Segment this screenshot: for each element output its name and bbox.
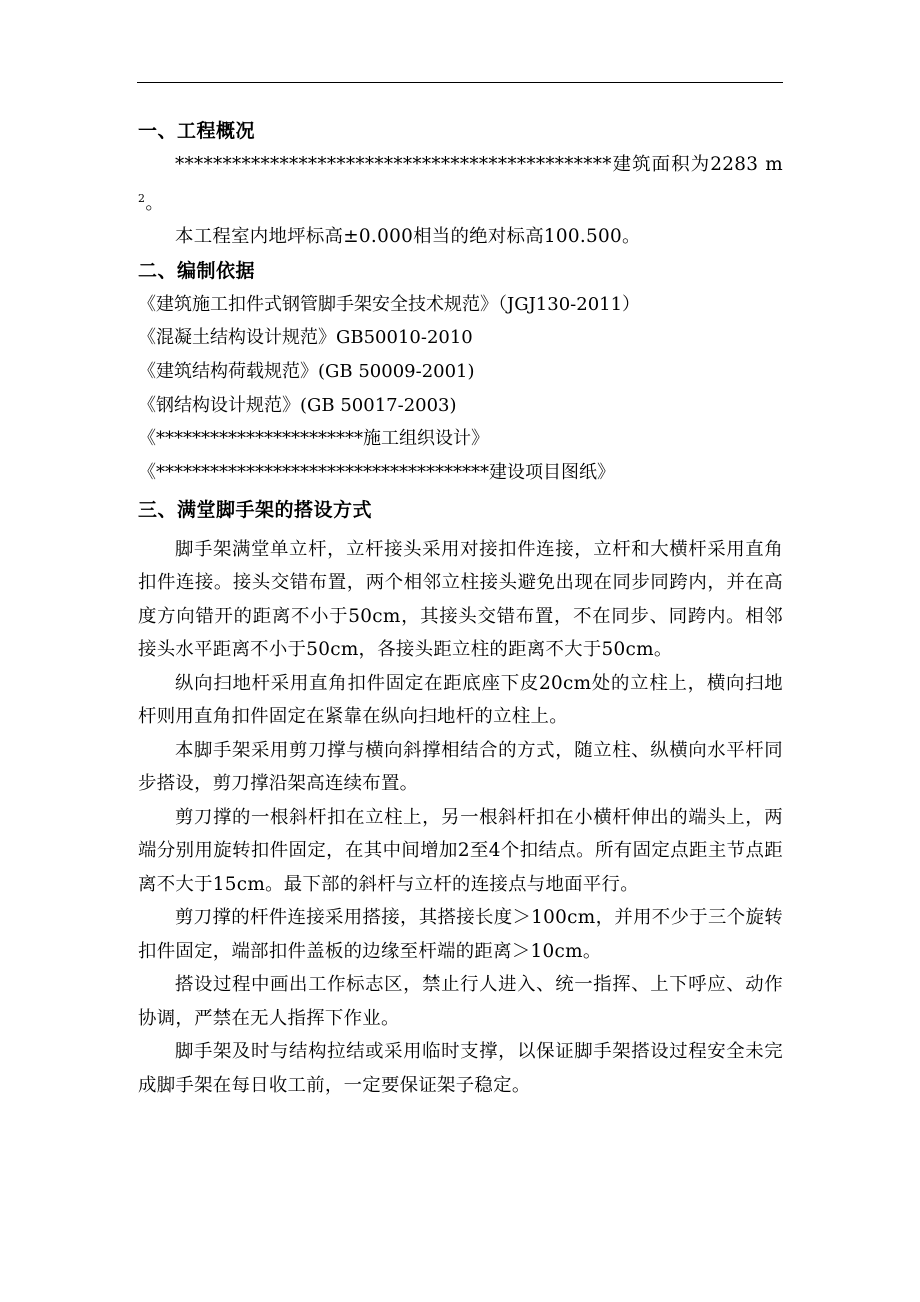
method-paragraph: 脚手架满堂单立杆，立杆接头采用对接扣件连接，立杆和大横杆采用直角扣件连接。接头交错布置，两个相邻立柱接头避免出现在同步同跨内，并在高度方向错开的距离不小于50cm，其接头交错布置，不在同步、同跨内。相邻接头水平距离不小于50cm，各接头距立柱的距离不大于50cm。: [138, 538, 783, 661]
reference-item: 《***********************施工组织设计》: [138, 428, 489, 450]
overview-area-superscript: 2: [138, 191, 146, 205]
method-paragraph: 纵向扫地杆采用直角扣件固定在距底座下皮20cm处的立柱上，横向扫地杆则用直角扣件固定在紧靠在纵向扫地杆的立柱上。: [138, 672, 783, 728]
reference-item: 《建筑施工扣件式钢管脚手架安全技术规范》（JGJ130-2011）: [138, 293, 641, 315]
section-heading-basis: 二、编制依据: [138, 259, 256, 282]
header-rule: [137, 82, 783, 83]
overview-paragraph-elevation: 本工程室内地坪标高±0.000相当的绝对标高100.500。: [175, 226, 641, 247]
section-heading-overview: 一、工程概况: [138, 120, 256, 142]
reference-item: 《*************************************建设项目图纸》: [138, 461, 615, 483]
section-heading-method: 三、满堂脚手架的搭设方式: [138, 498, 373, 521]
method-paragraph: 搭设过程中画出工作标志区，禁止行人进入、统一指挥、上下呼应、动作协调，严禁在无人指挥下作业。: [138, 974, 783, 1029]
reference-item: 《钢结构设计规范》(GB 50017-2003): [138, 394, 457, 416]
reference-item: 《建筑结构荷载规范》(GB 50009-2001): [138, 360, 475, 382]
method-paragraph: 剪刀撑的一根斜杆扣在立柱上，另一根斜杆扣在小横杆伸出的端头上，两端分别用旋转扣件固定，在其中间增加2至4个扣结点。所有固定点距主节点距离不大于15cm。最下部的斜杆与立杆的连接点与地面平行。: [138, 806, 783, 895]
method-paragraph: 脚手架及时与结构拉结或采用临时支撑，以保证脚手架搭设过程安全未完成脚手架在每日收工前，一定要保证架子稳定。: [138, 1041, 783, 1096]
reference-item: 《混凝土结构设计规范》GB50010-2010: [138, 327, 473, 349]
overview-area-end: 。: [145, 192, 165, 214]
method-paragraph: 本脚手架采用剪刀撑与横向斜撑相结合的方式，随立柱、纵横向水平杆同步搭设，剪刀撑沿架高连续布置。: [138, 739, 783, 795]
method-paragraph: 剪刀撑的杆件连接采用搭接，其搭接长度＞100cm，并用不少于三个旋转扣件固定，端部扣件盖板的边缘至杆端的距离＞10cm。: [138, 907, 783, 962]
document-body: [138, 114, 783, 1102]
overview-paragraph-area: [138, 148, 783, 220]
overview-area-text: **********************************************建筑面积为2283 m: [175, 154, 783, 175]
